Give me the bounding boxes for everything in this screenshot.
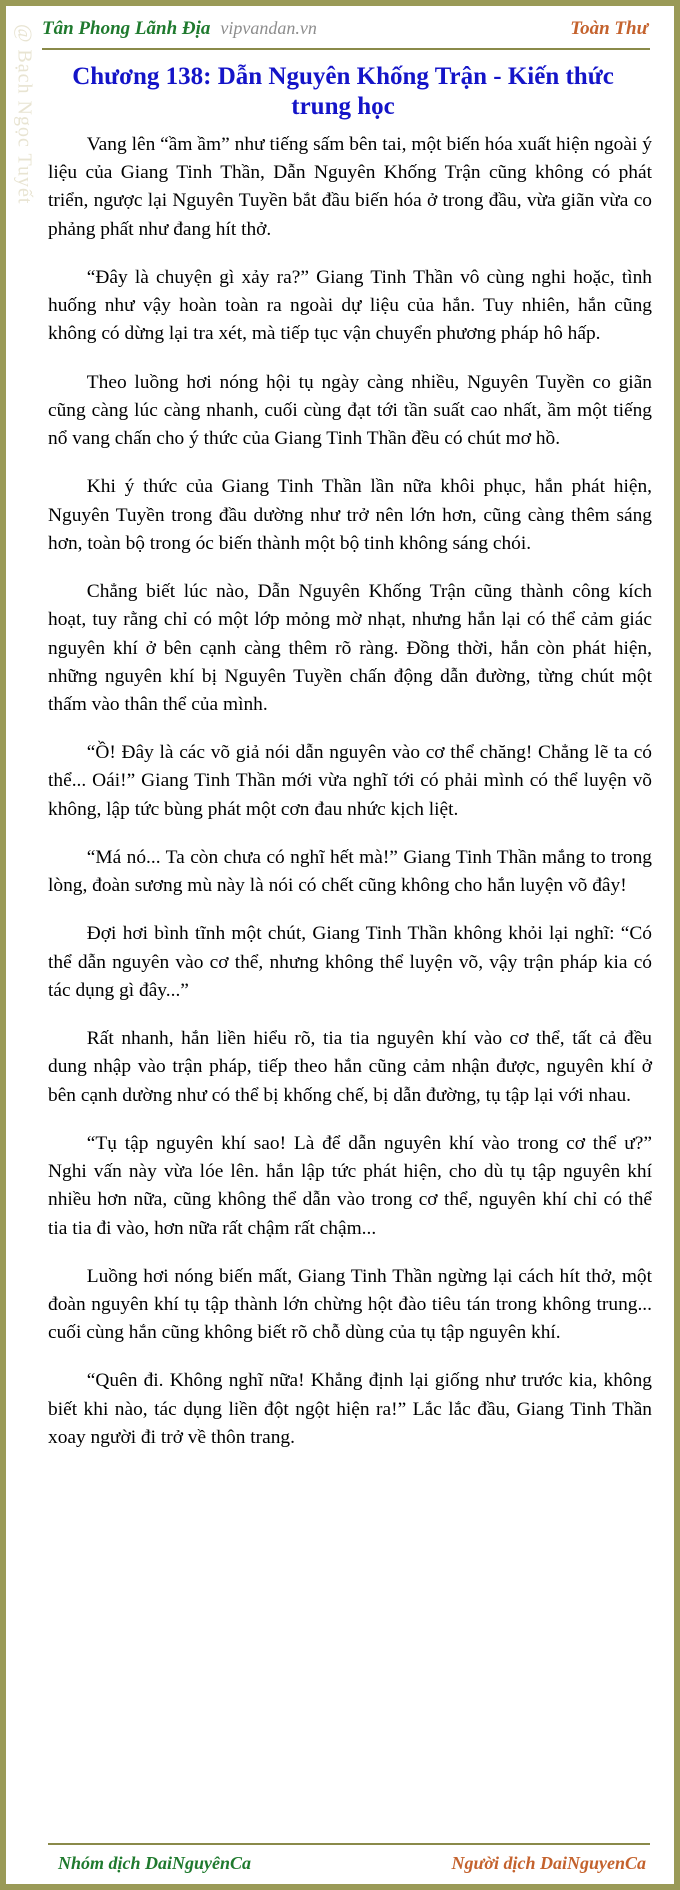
site-footer <box>42 1843 652 1884</box>
body-paragraph: “Đây là chuyện gì xảy ra?” Giang Tinh Thần vô cùng nghi hoặc, tình huống như vậy hoàn toàn ra ngoài dự liệu của hắn. Tuy nhiên, hắn cũng không có dừng lại tra xét, mà tiếp tục vận chuyển phương pháp hô hấp. <box>48 266 652 345</box>
body-paragraph: Khi ý thức của Giang Tinh Thần lần nữa khôi phục, hắn phát hiện, Nguyên Tuyền trong đầu dường như trở nên lớn hơn, cũng càng thêm sáng hơn, toàn bộ trong óc biến thành một bộ tinh không sáng chói. <box>48 476 652 554</box>
body-paragraph: Luồng hơi nóng biến mất, Giang Tinh Thần ngừng lại cách hít thở, một đoàn nguyên khí tụ tập thành lớn chừng hột đào tiêu tán trong không trung... cuối cùng hắn cũng không biết rõ chỗ dùng của tụ tập nguyên khí. <box>48 1265 652 1344</box>
translation-group-credit: Nhóm dịch DaiNguyênCa <box>58 1853 252 1873</box>
chapter-title: Chương 138: Dẫn Nguyên Khống Trận - Kiến thức trung học <box>72 63 614 120</box>
site-header <box>42 6 652 46</box>
site-brand: Tân Phong Lãnh Địa <box>42 18 211 39</box>
body-paragraph: “Má nó... Ta còn chưa có nghĩ hết mà!” Giang Tinh Thần mắng to trong lòng, đoàn sương mù này là nói có chết cũng không cho hắn luyện võ đây! <box>48 846 652 897</box>
body-paragraph: “Quên đi. Không nghĩ nữa! Khẳng định lại giống như trước kia, không biết khi nào, tác dụng liền đột ngột hiện ra!” Lắc lắc đầu, Giang Tinh Thần xoay người đi trở về thôn trang. <box>48 1370 652 1448</box>
body-paragraph: “Tụ tập nguyên khí sao! Là để dẫn nguyên khí vào trong cơ thể ư?” Nghi vấn này vừa lóe lên. hắn lập tức phát hiện, cho dù tụ tập nguyên khí nhiều hơn nữa, cũng không thể dẫn vào trong cơ thể, nguyên khí chỉ có thể tia tia đi vào, hơn nữa rất chậm rất chậm... <box>48 1132 652 1239</box>
body-paragraph: Rất nhanh, hắn liền hiểu rõ, tia tia nguyên khí vào cơ thể, tất cả đều dung nhập vào trận pháp, tiếp theo hắn cũng cảm nhận được, nguyên khí ở bên cạnh dường như có thể bị khống chế, bị dẫn đường, tụ tập lại với nhau. <box>48 1028 652 1106</box>
body-paragraph: Đợi hơi bình tĩnh một chút, Giang Tinh Thần không khỏi lại nghĩ: “Có thể dẫn nguyên vào cơ thể, nhưng không thể luyện võ, vậy trận pháp kia có tác dụng gì đây...” <box>48 923 652 1001</box>
body-paragraph: Chẳng biết lúc nào, Dẫn Nguyên Khống Trận cũng thành công kích hoạt, tuy rằng chỉ có một lớp mỏng mờ nhạt, nhưng hắn lại có thể cảm giác nguyên khí ở bên cạnh càng thêm rõ ràng. Đồng thời, hắn còn phát hiện, những nguyên khí bị Nguyên Tuyền chấn động dẫn đường, từng chút một thấm vào thân thể của mình. <box>48 581 652 715</box>
translator-credit: Người dịch DaiNguyenCa <box>451 1853 646 1873</box>
body-paragraph: Vang lên “ầm ầm” như tiếng sấm bên tai, một biến hóa xuất hiện ngoài ý liệu của Giang Tinh Thần, Dẫn Nguyên Khống Trận cũng không có phát triển, ngược lại Nguyên Tuyền bắt đầu biến hóa ở trong đầu, vừa giãn vừa co phảng phất như đang hít thở. <box>48 134 652 240</box>
site-section-label: Toàn Thư <box>570 18 648 39</box>
chapter-body <box>42 125 652 1843</box>
vertical-watermark: @ Bạch Ngọc Tuyết <box>13 24 36 205</box>
body-paragraph: “Ồ! Đây là các võ giả nói dẫn nguyên vào cơ thể chăng! Chẳng lẽ ta có thể... Oái!” Giang Tinh Thần mới vừa nghĩ tới có phải mình có thể luyện võ không, lập tức bùng phát một cơn đau nhức kịch liệt. <box>48 742 652 820</box>
header-divider <box>42 48 650 50</box>
footer-divider <box>48 1843 650 1845</box>
site-url[interactable]: vipvandan.vn <box>220 18 317 38</box>
content-column <box>42 6 674 1884</box>
watermark-rail <box>6 6 42 1884</box>
footer-credits-row <box>48 1853 652 1874</box>
body-paragraph: Theo luồng hơi nóng hội tụ ngày càng nhiều, Nguyên Tuyền co giãn cũng càng lúc càng nhanh, cuối cùng đạt tới tần suất cao nhất, ầm một tiếng nổ vang chấn cho ý thức của Giang Tinh Thần đều có chút mơ hồ. <box>48 371 652 450</box>
document-paper <box>6 6 674 1884</box>
